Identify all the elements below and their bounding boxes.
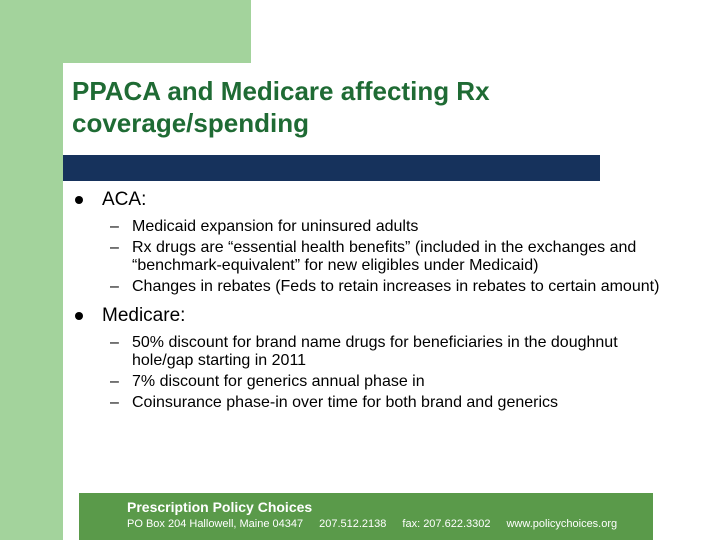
bullet-dot-icon [75,196,83,204]
sub-bullet [72,334,672,370]
slide-title [72,75,632,139]
aca-sub-list [72,218,672,296]
title-underline-bar [63,155,600,181]
bullet-label: Medicare: [102,305,186,326]
dash-marker: – [110,239,119,256]
sub-bullet [72,373,672,391]
footer-website[interactable]: www.policychoices.org [506,518,618,530]
dash-marker: – [110,373,119,390]
slide-content [72,188,672,415]
footer-phone: 207.512.2138 [319,518,387,530]
dash-marker: – [110,334,119,351]
dash-marker: – [110,278,119,295]
dash-marker: – [110,218,119,235]
sub-bullet-text: Changes in rebates (Feds to retain increases in rebates to certain amount) [132,278,660,295]
left-accent-strip [0,0,63,540]
bullet-label: ACA: [102,189,147,210]
bullet-dot-icon [75,312,83,320]
footer-address: PO Box 204 Hallowell, Maine 04347 [127,518,304,530]
footer-org-name: Prescription Policy Choices [127,499,313,515]
sub-bullet-text: 7% discount for generics annual phase in [132,373,425,390]
sub-bullet-text: Medicaid expansion for uninsured adults [132,218,419,235]
bullet-aca [72,188,672,212]
footer-contact-line [127,518,647,530]
bullet-medicare [72,304,672,328]
footer-banner [79,493,653,540]
slide-title-line-1: PPACA and Medicare affecting Rx [72,76,490,106]
medicare-sub-list [72,334,672,412]
slide-title-line-2: coverage/spending [72,108,309,138]
sub-bullet-text: Rx drugs are “essential health benefits” (included in the exchanges and “benchmark-equivalent” for new eligibles under Medicaid) [132,239,637,274]
sub-bullet [72,239,672,275]
sub-bullet [72,278,672,296]
sub-bullet [72,394,672,412]
sub-bullet-text: 50% discount for brand name drugs for beneficiaries in the doughnut hole/gap starting in 2011 [132,334,618,369]
sub-bullet [72,218,672,236]
dash-marker: – [110,394,119,411]
sub-bullet-text: Coinsurance phase-in over time for both brand and generics [132,394,559,411]
footer-fax: fax: 207.622.3302 [402,518,491,530]
